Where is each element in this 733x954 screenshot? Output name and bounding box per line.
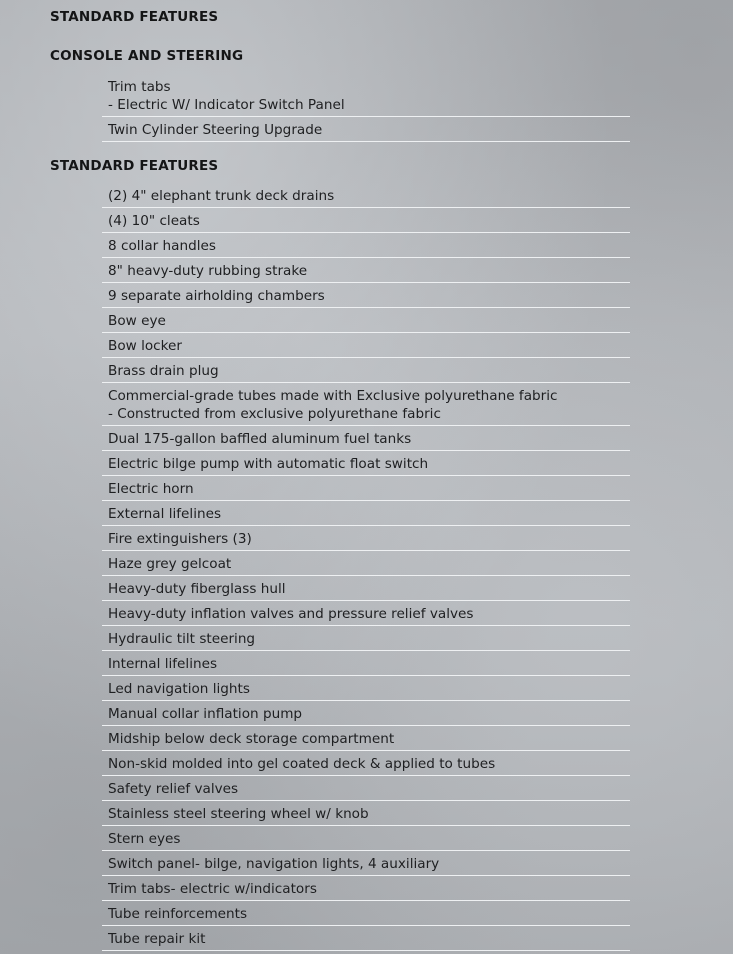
feature-text: Heavy-duty inflation valves and pressure relief valves xyxy=(108,606,474,622)
feature-text: Tube reinforcements xyxy=(108,906,248,922)
section-title-standard-features: STANDARD FEATURES xyxy=(50,9,219,25)
feature-row xyxy=(102,826,630,851)
feature-text: Haze grey gelcoat xyxy=(108,556,232,572)
feature-row xyxy=(102,258,630,283)
feature-row xyxy=(102,676,630,701)
feature-text: Hydraulic tilt steering xyxy=(108,631,256,647)
feature-text: Internal lifelines xyxy=(108,656,218,672)
feature-row xyxy=(102,901,630,926)
feature-text: Non-skid molded into gel coated deck & applied to tubes xyxy=(108,756,496,772)
feature-text: Manual collar inflation pump xyxy=(108,706,303,722)
section-title-standard-features-list: STANDARD FEATURES xyxy=(50,158,219,174)
feature-row xyxy=(102,876,630,901)
feature-text: - Constructed from exclusive polyurethane fabric xyxy=(108,406,441,422)
feature-text: 8 collar handles xyxy=(108,238,216,254)
feature-row xyxy=(102,74,630,117)
feature-row xyxy=(102,651,630,676)
feature-text: Switch panel- bilge, navigation lights, 4 auxiliary xyxy=(108,856,440,872)
feature-row xyxy=(102,701,630,726)
feature-text: Tube repair kit xyxy=(108,931,206,947)
feature-text: Trim tabs- electric w/indicators xyxy=(108,881,317,897)
feature-row xyxy=(102,801,630,826)
feature-text: Dual 175-gallon baffled aluminum fuel tanks xyxy=(108,431,412,447)
feature-text: Bow locker xyxy=(108,338,182,354)
feature-text: - Electric W/ Indicator Switch Panel xyxy=(108,97,345,113)
feature-text: Electric horn xyxy=(108,481,194,497)
feature-row xyxy=(102,333,630,358)
feature-row xyxy=(102,851,630,876)
feature-row xyxy=(102,476,630,501)
feature-row xyxy=(102,308,630,333)
feature-row xyxy=(102,751,630,776)
feature-text: 8" heavy-duty rubbing strake xyxy=(108,263,308,279)
feature-row xyxy=(102,358,630,383)
feature-row xyxy=(102,776,630,801)
feature-row xyxy=(102,601,630,626)
feature-text: Fire extinguishers (3) xyxy=(108,531,252,547)
feature-row xyxy=(102,551,630,576)
feature-text: Heavy-duty fiberglass hull xyxy=(108,581,286,597)
section-title-console-and-steering: CONSOLE AND STEERING xyxy=(50,48,244,64)
console-steering-list xyxy=(102,74,630,142)
feature-text: Twin Cylinder Steering Upgrade xyxy=(108,122,323,138)
feature-text: Led navigation lights xyxy=(108,681,250,697)
feature-text: Trim tabs xyxy=(108,79,171,95)
feature-row xyxy=(102,233,630,258)
feature-text: (4) 10" cleats xyxy=(108,213,200,229)
feature-row xyxy=(102,283,630,308)
feature-text: Stern eyes xyxy=(108,831,181,847)
feature-row xyxy=(102,576,630,601)
feature-text: Stainless steel steering wheel w/ knob xyxy=(108,806,369,822)
feature-text: Brass drain plug xyxy=(108,363,219,379)
feature-text: 9 separate airholding chambers xyxy=(108,288,325,304)
feature-row xyxy=(102,183,630,208)
feature-text: Midship below deck storage compartment xyxy=(108,731,395,747)
feature-row xyxy=(102,526,630,551)
feature-text: Bow eye xyxy=(108,313,166,329)
feature-row xyxy=(102,926,630,951)
standard-features-list xyxy=(102,183,630,951)
feature-row xyxy=(102,626,630,651)
feature-row xyxy=(102,383,630,426)
feature-row xyxy=(102,726,630,751)
feature-text: Commercial-grade tubes made with Exclusive polyurethane fabric xyxy=(108,388,558,404)
feature-row xyxy=(102,501,630,526)
feature-row xyxy=(102,426,630,451)
feature-text: Safety relief valves xyxy=(108,781,239,797)
feature-text: (2) 4" elephant trunk deck drains xyxy=(108,188,335,204)
feature-row xyxy=(102,117,630,142)
feature-row xyxy=(102,451,630,476)
feature-text: External lifelines xyxy=(108,506,222,522)
feature-row xyxy=(102,208,630,233)
feature-text: Electric bilge pump with automatic float switch xyxy=(108,456,429,472)
